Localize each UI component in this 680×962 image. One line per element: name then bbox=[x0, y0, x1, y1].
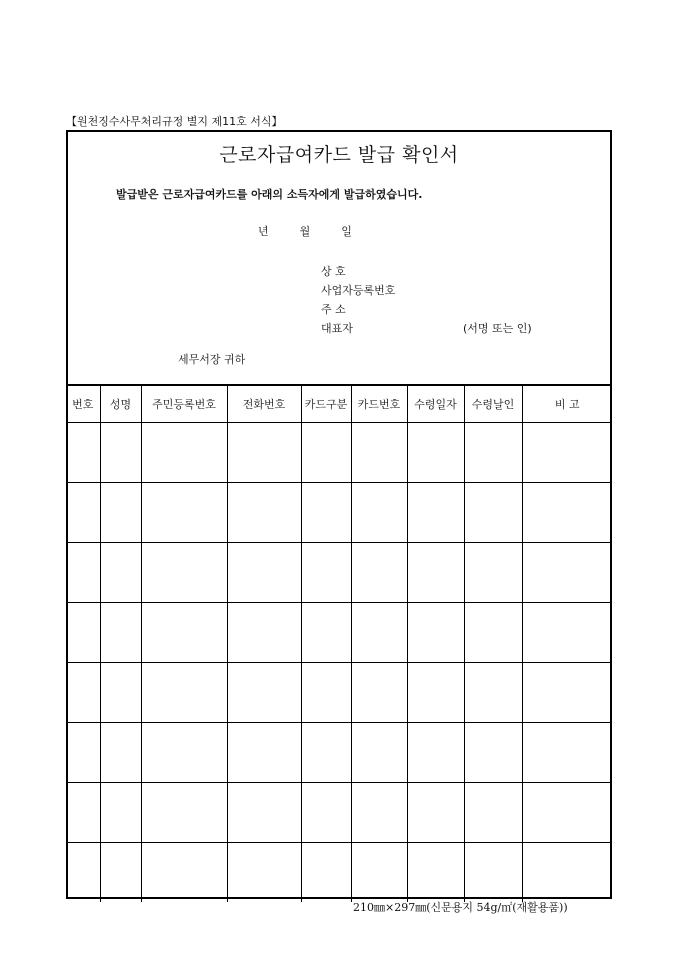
table-cell[interactable] bbox=[227, 663, 301, 723]
table-cell[interactable] bbox=[522, 663, 612, 723]
table-cell[interactable] bbox=[351, 783, 407, 843]
column-header: 수령일자 bbox=[407, 385, 464, 423]
table-cell[interactable] bbox=[66, 483, 100, 543]
table-cell[interactable] bbox=[301, 783, 351, 843]
table-cell[interactable] bbox=[66, 663, 100, 723]
table-row bbox=[66, 543, 612, 603]
table-cell[interactable] bbox=[227, 423, 301, 483]
table-cell[interactable] bbox=[141, 543, 227, 603]
table-cell[interactable] bbox=[141, 663, 227, 723]
issuance-statement: 발급받은 근로자급여카드를 아래의 소득자에게 발급하였습니다. bbox=[116, 188, 423, 201]
table-cell[interactable] bbox=[351, 723, 407, 783]
table-row bbox=[66, 603, 612, 663]
representative-label: 대표자 bbox=[321, 322, 353, 335]
table-row bbox=[66, 723, 612, 783]
table-row bbox=[66, 483, 612, 543]
column-header: 카드번호 bbox=[351, 385, 407, 423]
year-label: 년 bbox=[258, 225, 269, 238]
day-label: 일 bbox=[341, 225, 352, 238]
table-header-row bbox=[66, 385, 612, 423]
table-cell[interactable] bbox=[522, 423, 612, 483]
addressee: 세무서장 귀하 bbox=[178, 353, 246, 366]
table-cell[interactable] bbox=[464, 723, 522, 783]
table-row bbox=[66, 423, 612, 483]
table-cell[interactable] bbox=[522, 783, 612, 843]
business-reg-no-row bbox=[321, 281, 395, 300]
table-cell[interactable] bbox=[100, 423, 141, 483]
signature-note: (서명 또는 인) bbox=[463, 322, 532, 335]
table-cell[interactable] bbox=[522, 843, 612, 903]
document-title: 근로자급여카드 발급 확인서 bbox=[219, 144, 459, 166]
table-cell[interactable] bbox=[407, 423, 464, 483]
table-cell[interactable] bbox=[301, 483, 351, 543]
table-cell[interactable] bbox=[464, 843, 522, 903]
table-cell[interactable] bbox=[351, 843, 407, 903]
column-header: 카드구분 bbox=[301, 385, 351, 423]
trade-name-label: 상 호 bbox=[321, 265, 346, 278]
table-cell[interactable] bbox=[301, 543, 351, 603]
card-issuance-table bbox=[66, 384, 612, 902]
address-row bbox=[321, 300, 395, 319]
table-cell[interactable] bbox=[407, 603, 464, 663]
table-cell[interactable] bbox=[464, 783, 522, 843]
table-cell[interactable] bbox=[351, 423, 407, 483]
table-cell[interactable] bbox=[227, 483, 301, 543]
table-cell[interactable] bbox=[301, 663, 351, 723]
table-cell[interactable] bbox=[407, 843, 464, 903]
table-cell[interactable] bbox=[141, 603, 227, 663]
date-line bbox=[258, 225, 352, 239]
table-cell[interactable] bbox=[66, 423, 100, 483]
table-cell[interactable] bbox=[100, 483, 141, 543]
table-cell[interactable] bbox=[351, 543, 407, 603]
table-cell[interactable] bbox=[407, 483, 464, 543]
table-cell[interactable] bbox=[522, 603, 612, 663]
table-cell[interactable] bbox=[141, 423, 227, 483]
table-cell[interactable] bbox=[227, 843, 301, 903]
table-cell[interactable] bbox=[100, 843, 141, 903]
table-cell[interactable] bbox=[301, 603, 351, 663]
table-cell[interactable] bbox=[227, 723, 301, 783]
table-body bbox=[66, 423, 612, 903]
table-cell[interactable] bbox=[464, 483, 522, 543]
form-reference: 【원천징수사무처리규정 별지 제11호 서식】 bbox=[66, 115, 283, 128]
table-cell[interactable] bbox=[464, 663, 522, 723]
form-frame bbox=[66, 130, 612, 899]
table-cell[interactable] bbox=[522, 543, 612, 603]
representative-row bbox=[321, 319, 532, 338]
table-cell[interactable] bbox=[522, 483, 612, 543]
column-header: 성명 bbox=[100, 385, 141, 423]
table-cell[interactable] bbox=[141, 783, 227, 843]
table-cell[interactable] bbox=[351, 603, 407, 663]
table-cell[interactable] bbox=[227, 603, 301, 663]
table-cell[interactable] bbox=[464, 423, 522, 483]
table-row bbox=[66, 663, 612, 723]
table-cell[interactable] bbox=[351, 483, 407, 543]
table-cell[interactable] bbox=[100, 783, 141, 843]
table-cell[interactable] bbox=[227, 543, 301, 603]
table-row bbox=[66, 783, 612, 843]
table-cell[interactable] bbox=[464, 543, 522, 603]
table-cell[interactable] bbox=[301, 843, 351, 903]
business-reg-no-label: 사업자등록번호 bbox=[321, 284, 396, 297]
table-cell[interactable] bbox=[141, 843, 227, 903]
table-cell[interactable] bbox=[407, 663, 464, 723]
table-cell[interactable] bbox=[66, 783, 100, 843]
column-header: 번호 bbox=[66, 385, 100, 423]
column-header: 수령날인 bbox=[464, 385, 522, 423]
table-cell[interactable] bbox=[407, 723, 464, 783]
table-cell[interactable] bbox=[100, 603, 141, 663]
table-cell[interactable] bbox=[66, 723, 100, 783]
table-cell[interactable] bbox=[407, 783, 464, 843]
table-row bbox=[66, 843, 612, 903]
table-cell[interactable] bbox=[407, 543, 464, 603]
table-cell[interactable] bbox=[100, 663, 141, 723]
trade-name-row bbox=[321, 262, 395, 281]
table-cell[interactable] bbox=[301, 723, 351, 783]
table-cell[interactable] bbox=[227, 783, 301, 843]
table-cell[interactable] bbox=[141, 723, 227, 783]
table-cell[interactable] bbox=[66, 543, 100, 603]
issuer-info bbox=[321, 262, 532, 338]
column-header: 전화번호 bbox=[227, 385, 301, 423]
column-header: 주민등록번호 bbox=[141, 385, 227, 423]
table-cell[interactable] bbox=[464, 603, 522, 663]
column-header: 비 고 bbox=[522, 385, 612, 423]
table-cell[interactable] bbox=[100, 543, 141, 603]
table-cell[interactable] bbox=[301, 423, 351, 483]
table-cell[interactable] bbox=[66, 603, 100, 663]
table-cell[interactable] bbox=[66, 843, 100, 903]
table-cell[interactable] bbox=[100, 723, 141, 783]
table-cell[interactable] bbox=[522, 723, 612, 783]
table-cell[interactable] bbox=[351, 663, 407, 723]
address-label: 주 소 bbox=[321, 303, 346, 316]
table-cell[interactable] bbox=[141, 483, 227, 543]
month-label: 월 bbox=[299, 225, 311, 238]
paper-spec: 210㎜×297㎜(신문용지 54g/㎡(재활용품)) bbox=[353, 901, 568, 914]
